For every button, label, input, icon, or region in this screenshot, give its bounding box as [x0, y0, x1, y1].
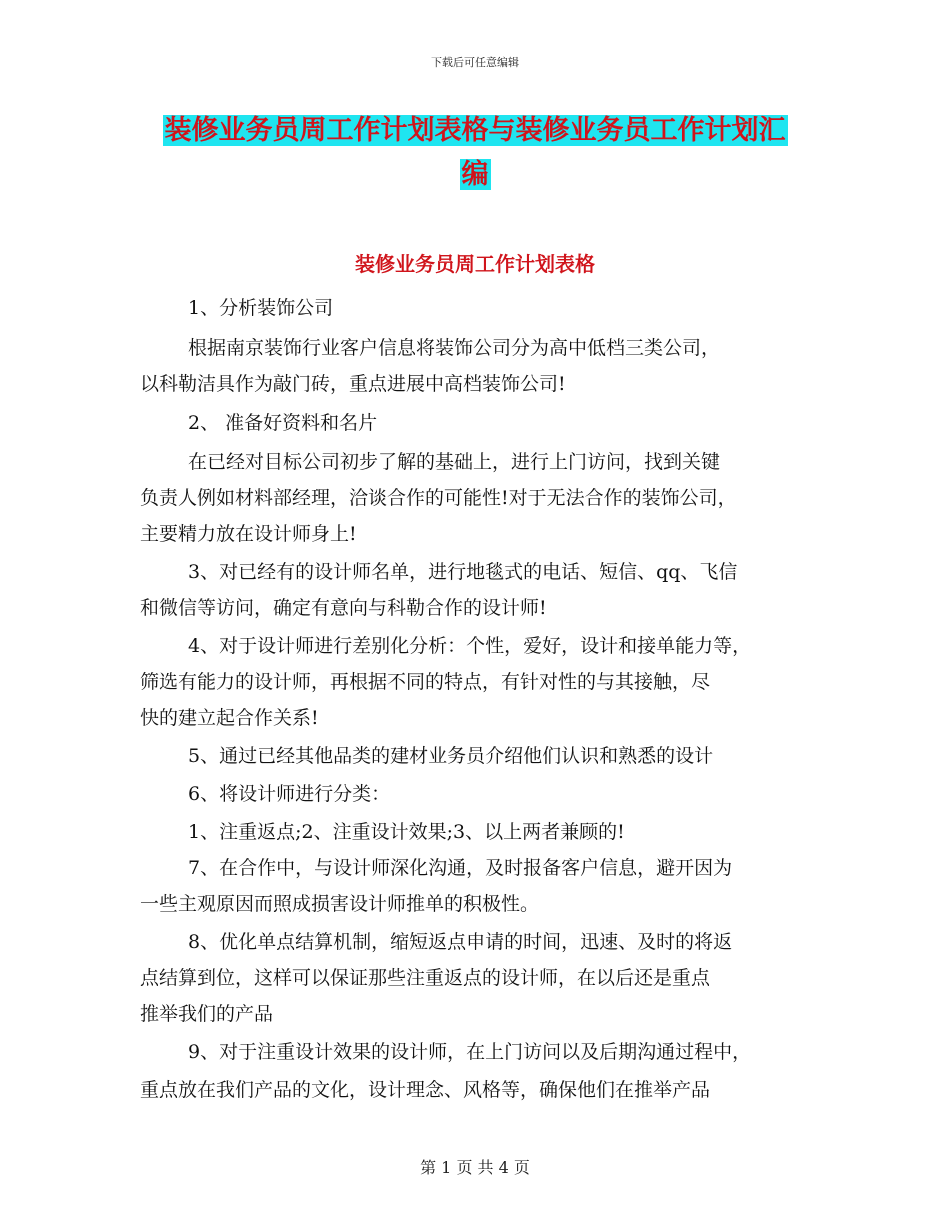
page-footer: 第 1 页 共 4 页 [420, 1158, 530, 1177]
text-line: 主要精力放在设计师身上! [140, 523, 357, 545]
text-line: 一些主观原因而照成损害设计师推单的积极性。 [140, 893, 540, 915]
page-header: 下载后可任意编辑 [431, 56, 519, 69]
text-line: 3、对已经有的设计师名单，进行地毯式的电话、短信、qq、飞信 [188, 561, 738, 583]
text-line: 4、对于设计师进行差别化分析：个性，爱好，设计和接单能力等， [188, 635, 752, 657]
text-line: 1、注重返点;2、注重设计效果;3、以上两者兼顾的! [188, 821, 625, 843]
text-line: 9、对于注重设计效果的设计师，在上门访问以及后期沟通过程中， [188, 1041, 752, 1063]
text-line: 2、 准备好资料和名片 [188, 412, 378, 434]
document-title-line-2: 编 [461, 159, 489, 190]
text-line: 7、在合作中，与设计师深化沟通，及时报备客户信息，避开因为 [188, 857, 733, 879]
text-line: 以科勒洁具作为敲门砖，重点进展中高档装饰公司! [140, 373, 566, 395]
text-line: 1、分析装饰公司 [188, 297, 334, 319]
text-line: 负责人例如材料部经理，洽谈合作的可能性!对于无法合作的装饰公司， [140, 487, 737, 509]
text-line: 6、将设计师进行分类： [188, 783, 391, 805]
text-line: 重点放在我们产品的文化，设计理念、风格等，确保他们在推举产品 [140, 1079, 711, 1101]
text-line: 根据南京装饰行业客户信息将装饰公司分为高中低档三类公司， [188, 337, 721, 359]
text-line: 在已经对目标公司初步了解的基础上，进行上门访问，找到关键 [188, 451, 721, 473]
text-line: 8、优化单点结算机制，缩短返点申请的时间，迅速、及时的将返 [188, 931, 733, 953]
text-line: 5、通过已经其他品类的建材业务员介绍他们认识和熟悉的设计 [188, 745, 714, 767]
section-heading: 装修业务员周工作计划表格 [355, 252, 595, 276]
text-line: 筛选有能力的设计师，再根据不同的特点，有针对性的与其接触，尽 [140, 671, 711, 693]
text-line: 推举我们的产品 [140, 1003, 274, 1025]
document-title-line-1: 装修业务员周工作计划表格与装修业务员工作计划汇 [164, 115, 786, 146]
text-line: 和微信等访问，确定有意向与科勒合作的设计师! [140, 597, 547, 619]
text-line: 快的建立起合作关系! [140, 707, 319, 729]
text-line: 点结算到位，这样可以保证那些注重返点的设计师，在以后还是重点 [140, 967, 711, 989]
